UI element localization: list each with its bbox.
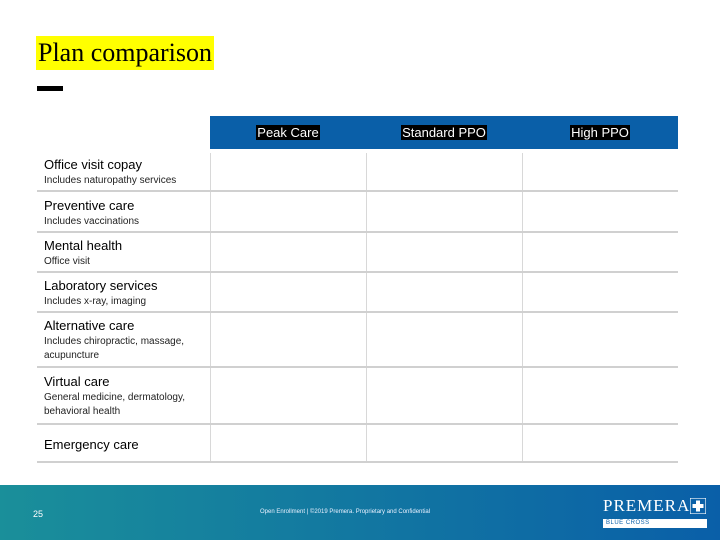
title-underline xyxy=(37,86,63,91)
row-divider xyxy=(37,190,678,192)
grid-divider xyxy=(210,153,211,463)
plan-header-standard-ppo: Standard PPO xyxy=(402,125,486,140)
row-alternative-care: Alternative care Includes chiropractic, massage, acupuncture xyxy=(44,318,185,361)
premera-logo xyxy=(603,497,707,529)
row-office-visit-copay: Office visit copay Includes naturopathy services xyxy=(44,157,177,186)
blue-cross-icon xyxy=(690,498,706,514)
slide-number: 25 xyxy=(33,509,44,519)
row-emergency-care: Emergency care xyxy=(44,437,139,452)
logo-subtitle: BLUE CROSS xyxy=(603,519,707,528)
logo-wordmark: PREMERA xyxy=(603,496,691,515)
plan-header-high-ppo: High PPO xyxy=(571,125,629,140)
row-divider xyxy=(37,271,678,273)
row-mental-health: Mental health Office visit xyxy=(44,238,123,267)
row-laboratory-services: Laboratory services Includes x-ray, imaging xyxy=(44,278,158,307)
comparison-grid xyxy=(210,153,678,463)
plan-header-peak-care: Peak Care xyxy=(257,125,319,140)
footer-text: Open Enrollment | ©2019 Premera. Proprietary and Confidential xyxy=(260,509,431,515)
grid-divider xyxy=(366,153,367,463)
page-title: Plan comparison xyxy=(36,36,214,70)
row-preventive-care: Preventive care Includes vaccinations xyxy=(44,198,140,227)
grid-divider xyxy=(522,153,523,463)
row-divider xyxy=(37,423,678,425)
row-divider xyxy=(37,366,678,368)
row-divider xyxy=(37,461,678,463)
row-divider xyxy=(37,311,678,313)
row-virtual-care: Virtual care General medicine, dermatology, behavioral health xyxy=(44,374,185,417)
row-divider xyxy=(37,231,678,233)
